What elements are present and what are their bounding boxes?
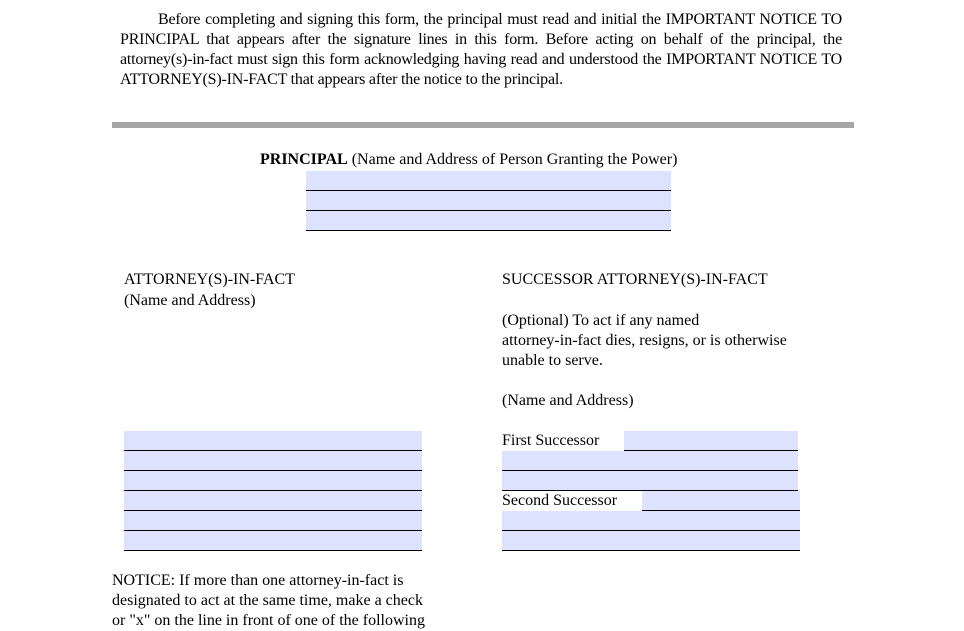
intro-paragraph [120, 10, 842, 90]
principal-heading [260, 150, 677, 170]
first-successor-label: First Successor [502, 432, 600, 449]
notice-text [112, 571, 482, 631]
second-successor-field-2[interactable] [502, 511, 800, 531]
principal-field-1[interactable] [306, 171, 671, 191]
attorney-field-1[interactable] [124, 431, 422, 451]
successor-name-address: (Name and Address) [502, 392, 634, 409]
principal-field-3[interactable] [306, 211, 671, 231]
successor-heading: SUCCESSOR ATTORNEY(S)-IN-FACT [502, 271, 768, 288]
attorney-field-4[interactable] [124, 491, 422, 511]
attorney-subheading: (Name and Address) [124, 292, 256, 309]
successor-optional-line2: attorney-in-fact dies, resigns, or is otherwise [502, 332, 787, 349]
first-successor-field-2[interactable] [502, 451, 798, 471]
attorney-field-2[interactable] [124, 451, 422, 471]
attorney-heading: ATTORNEY(S)-IN-FACT [124, 271, 295, 288]
principal-field-2[interactable] [306, 191, 671, 211]
second-successor-field-1[interactable] [642, 491, 800, 511]
notice-line2: designated to act at the same time, make a check [112, 592, 423, 609]
first-successor-field-3[interactable] [502, 471, 798, 491]
section-divider [112, 122, 854, 128]
attorney-field-3[interactable] [124, 471, 422, 491]
intro-text: Before completing and signing this form, the principal must read and initial the IMPORTANT NOTICE TO PRINCIPAL that appears after the signature lines in this form. Before acting on behalf of the principal, the attorney(s)-in-fact must sign this form acknowledging having read and understood the IMPORTANT NOTICE TO ATTORNEY(S)-IN-FACT that appears after the notice to the principal. [120, 11, 842, 88]
notice-line1: NOTICE: If more than one attorney-in-fact is [112, 572, 404, 589]
second-successor-field-3[interactable] [502, 531, 800, 551]
successor-optional-line3: unable to serve. [502, 352, 603, 369]
principal-heading-note: (Name and Address of Person Granting the Power) [351, 151, 678, 168]
notice-line3: or "x" on the line in front of one of the following [112, 612, 425, 629]
first-successor-field-1[interactable] [624, 431, 798, 451]
second-successor-label: Second Successor [502, 492, 618, 509]
attorney-field-6[interactable] [124, 531, 422, 551]
principal-heading-bold: PRINCIPAL [260, 151, 348, 168]
successor-optional-line1: (Optional) To act if any named [502, 312, 700, 329]
attorney-field-5[interactable] [124, 511, 422, 531]
